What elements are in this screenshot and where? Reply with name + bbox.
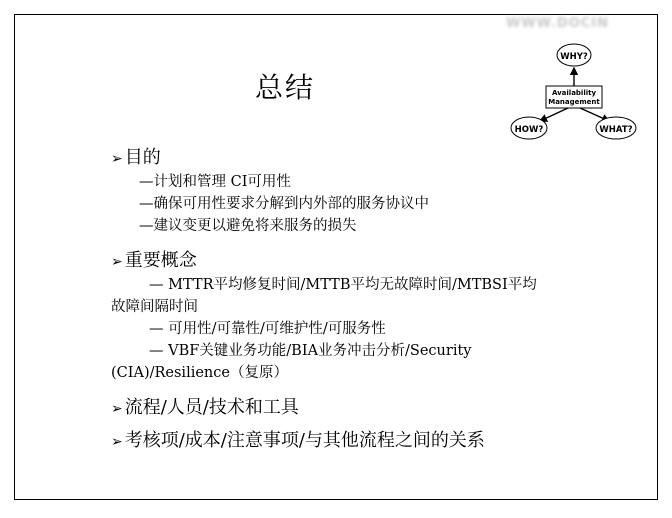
bullet-line-wrap: (CIA)/Resilience（复原） [111, 365, 288, 381]
availability-diagram [506, 38, 640, 148]
section-process [111, 396, 631, 421]
slide-content [111, 146, 631, 454]
section-heading: ➢ 目的 [111, 147, 161, 168]
section-heading: ➢ 考核项/成本/注意事项/与其他流程之间的关系 [111, 430, 485, 451]
bullet-line: — 可用性/可靠性/可维护性/可服务性 [149, 321, 386, 337]
what-label: WHAT? [599, 125, 633, 135]
section-purpose [111, 146, 631, 237]
bullet-line: —计划和管理 CI可用性 [139, 174, 291, 190]
center-label-2: Management [548, 98, 600, 106]
arrow-left [540, 108, 568, 121]
section-concepts [111, 249, 631, 384]
watermark: WWW.DOCIN [506, 16, 609, 31]
section-heading: ➢ 流程/人员/技术和工具 [111, 397, 299, 418]
bullet-line: —确保可用性要求分解到内外部的服务协议中 [139, 196, 429, 212]
bullet-arrow-icon: ➢ [111, 151, 123, 167]
bullet-line-wrap: 故障间隔时间 [111, 299, 198, 315]
section-kpi [111, 429, 631, 454]
bullet-line: —建议变更以避免将来服务的损失 [139, 218, 357, 234]
section-heading: ➢ 重要概念 [111, 250, 197, 271]
bullet-line: — MTTR平均修复时间/MTTB平均无故障时间/MTBSI平均 [149, 277, 537, 293]
center-label-1: Availability [551, 89, 597, 97]
how-label: HOW? [514, 125, 544, 135]
bullet-arrow-icon: ➢ [111, 401, 123, 417]
bullet-arrow-icon: ➢ [111, 434, 123, 450]
bullet-line: — VBF关键业务功能/BIA业务冲击分析/Security [149, 343, 472, 359]
why-label: WHY? [560, 52, 588, 62]
slide-title: 总结 [255, 71, 316, 104]
bullet-arrow-icon: ➢ [111, 254, 123, 270]
